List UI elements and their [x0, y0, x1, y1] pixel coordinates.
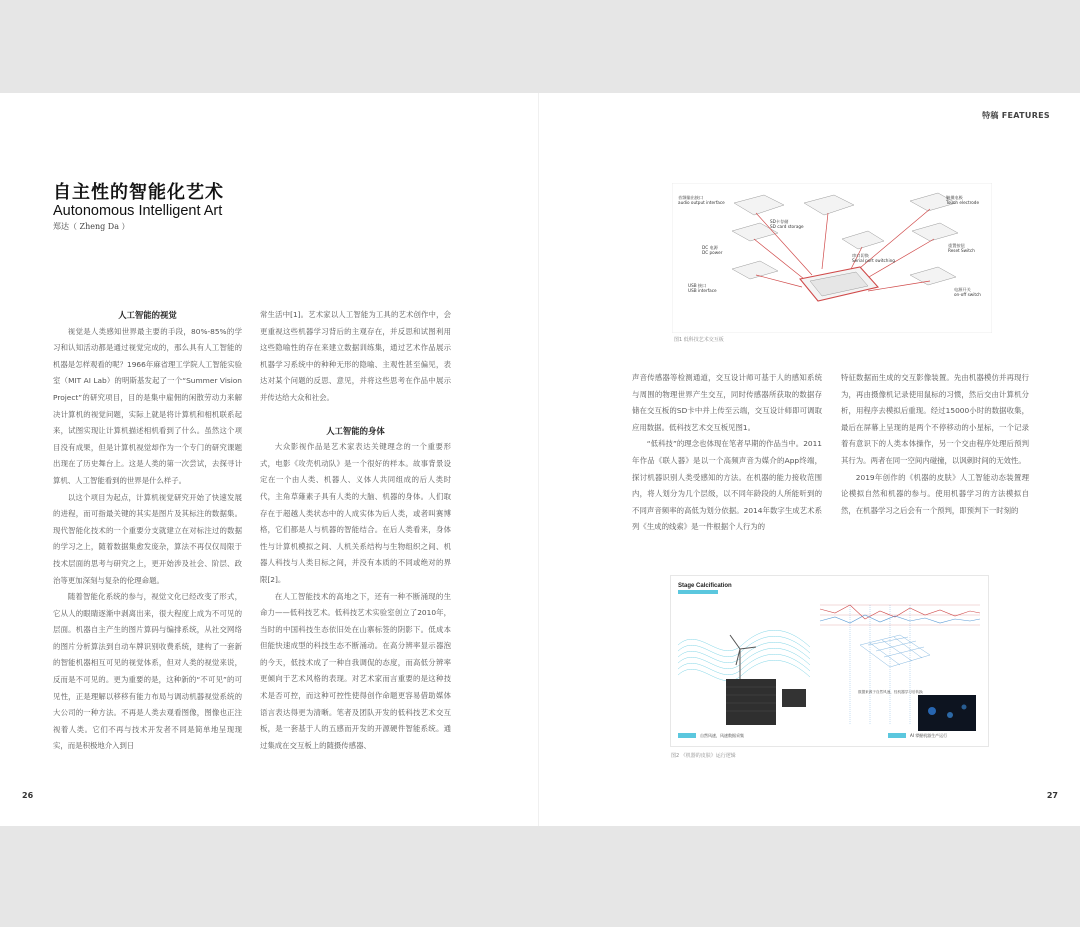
figure-2-caption: 图2 《机器的皮肤》运行逻辑 [671, 753, 736, 759]
label-serial-en: Serial port switching [852, 258, 895, 263]
paragraph: 在人工智能技术的高地之下，还有一种不断涌现的生命力——低科技艺术。低科技艺术实验室创立了2010年，当时的中国科技生态依旧处在山寨标签的阴影下。低成本但能快速成型的科技生态不断涌动。在高分辨率显示器泡的今天，低技术成了一种自我调侃的态度，而高低分辨率更倾向于艺术风格的表现。对艺术家而言重要的是这种技术是否可控，而这种可控性使得创作命题更容易借助媒体语言表达得更为清晰。笔者及团队开发的低科技艺术交互板，是一套基于人的五感而开发的开源硬件智能系统。通过集成在交互板上的随摄传感器、 [260, 591, 451, 750]
text-column-2 [260, 307, 451, 754]
paragraph: “低科技”的理念也体现在笔者早期的作品当中。2011年作品《联人器》是以一个高频声音为媒介的App终端，探讨机器识别人类受感知的方法。在机器的能力接收范围内，将人划分为几个层级，以不同年龄段的人所能听到的不同声音频率的高低为划分依据。2014年数字生成艺术系列《生成的线索》是一件根据个人行为的 [632, 439, 822, 532]
text-column-4 [841, 370, 1029, 519]
label-reset-cn: 重置按钮 [948, 243, 965, 248]
section-heading-vision: 人工智能的视觉 [118, 310, 177, 320]
label-onoff-cn: 电源开关 [954, 287, 971, 292]
figure-1-interaction-board [672, 183, 992, 333]
paragraph: 常生活中[1]。艺术家以人工智能为工具的艺术创作中，会更重视这些机器学习背后的主观存在，并反思和试图利用这些隐喻性的存在来建立数据训练集，通过艺术作品展示机器学习系统中的种种无形的隐喻、主观性甚至偏见，表达对某个问题的反思、意见，并将这些思考在作品中展示并传达给大众和社会。 [260, 310, 451, 402]
label-dc-cn: DC 电源 [702, 245, 718, 250]
top-background [0, 0, 1080, 93]
page-gutter [538, 93, 539, 826]
label-sd-cn: SD卡存储 [770, 219, 789, 224]
paragraph: 视觉是人类感知世界最主要的手段，80%-85%的学习和认知活动都是通过视觉完成的，那么具有人工智能的机器是怎样观看的呢？1966年麻省理工学院人工智能实验室（MIT AI Lab）的明斯基发起了一个“Summer Vision Project”的研究项目，目的是集中雇佣的闲散劳动力来解决计算机的视觉问题，实际上就是将计算机和相机联系起来，试图实现让计算机描述相机看到了什么。虽然这个项目没有成果，但是计算机视觉却作为一个专门的研究课题出现在了历史舞台上。这是人类的第一次尝试，去探寻计算机、人工智能看到的世界是什么样子。 [53, 326, 242, 485]
text-column-1 [53, 307, 242, 755]
figure-2-label-right: AI 掌握机器生产运行 [910, 733, 948, 738]
paragraph: 2019年创作的《机器的皮肤》人工智能动态装置理论模拟自然和机器的参与。使用机器学习的方法模拟自然，在机器学习之后会有一个预判，即预判下一时刻的 [841, 472, 1029, 515]
magazine-spread [0, 93, 1080, 826]
paragraph: 特征数据而生成的交互影像装置。先由机器模仿并再现行为，再由摄像机记录使用鼠标的习惯，然后交由计算机分析，用程序去模拟后重现。经过15000小时的数据收集，最后在屏幕上呈现的是两个不停移动的小星标，一个记录着有意识下的人类本体操作，另一个交由程序处理后预判其行为。两者在同一空间内碰撞，以讽刺时间的无效性。 [841, 373, 1029, 465]
label-sd-en: SD card storage [770, 224, 804, 229]
label-usb-cn: USB 接口 [688, 283, 707, 288]
page-number-left: 26 [22, 791, 34, 800]
article-author: 郑达（ Zheng Da ） [53, 222, 130, 231]
figure-2-label-left: 自然风速，风速数据采集 [700, 733, 744, 738]
figure-2-title: Stage Calcification [678, 583, 732, 589]
text-column-3 [632, 370, 822, 536]
figure-2-operating-logic [670, 575, 989, 747]
figure-2-note: 数据来源于自然风速，经机器学习后转换 [858, 690, 923, 694]
figure-1-caption: 图1 低科技艺术交互板 [674, 337, 724, 343]
paragraph: 以这个项目为起点，计算机视觉研究开始了快速发展的进程，而可指最关键的其实是图片及其标注的数据集。现代智能化技术的一个重要分支就建立在对标注过的数据的学习之上，随着数据集愈发庞杂，算法不再仅仅局限于技术层面的思考与研究之上，更开始涉及社会、阶层、政治等更加深刻与复杂的伦理命题。 [53, 492, 242, 585]
label-usb-en: USB interface [688, 288, 717, 293]
paragraph: 大众影视作品是艺术家表达关键理念的一个重要形式，电影《攻壳机动队》是一个很好的样本。故事背景设定在一个由人类、机器人、义体人共同组成的后人类时代，主角草薙素子具有人类的大脑、机器的身体。人们取存在于超越人类状态中的人成实体为后人类，或者叫赛博格，它们都是人与机器的智能结合。在后人类看来，身体性与计算机模拟之间、人机关系结构与生物组织之间、机器人科技与人类目标之间，并没有本质的不同或绝对的界限[2]。 [260, 442, 451, 584]
label-touch-cn: 触摸电极 [946, 195, 963, 200]
label-onoff-en: on-off switch [954, 292, 981, 297]
bottom-background [0, 826, 1080, 927]
label-audio-cn: 音频输出接口 [678, 195, 704, 200]
label-dc-en: DC power [702, 250, 723, 255]
label-reset-en: Reset Switch [948, 248, 975, 253]
paragraph: 随着智能化系统的参与，视觉文化已经改变了形式，它从人的眼睛逐渐中剥离出来，很大程度上成为不可见的层面。机器自主产生的图片算码与编排系统，从社交网络的图片分析算法到自动车牌识别收费系统，建构了一套新的智能机器相互可见的视觉体系，但对人类的视觉来说，反而是不可见的。更为重要的是，这种新的“不可见”的可见性，正是理解以移移有能力布局与调动机器视觉系统的大公司的一种方法。不再是人类去观看图像，图像也正注视着人类。它们不再与技术开发者不同是简单地呈现现实，而是积极地介入到日 [53, 592, 242, 751]
label-serial-cn: 串口切换 [852, 253, 869, 258]
label-audio-en: audio output interface [678, 200, 725, 205]
paragraph: 声音传感器等检测通道，交互设计师可基于人的感知系统与周围的物理世界产生交互，同时传感器所获取的数据存储在交互板的SD卡中并上传至云端，交互设计师即可调取应用数据。低科技艺术交互板见图1。 [632, 373, 822, 432]
article-title-en: Autonomous Intelligent Art [53, 203, 223, 219]
section-heading-body: 人工智能的身体 [326, 425, 385, 436]
article-title-cn: 自主性的智能化艺术 [53, 182, 224, 203]
section-tag: 特稿 FEATURES [982, 111, 1050, 120]
label-touch-en: Touch electrode [946, 200, 980, 205]
page-number-right: 27 [1046, 791, 1058, 800]
